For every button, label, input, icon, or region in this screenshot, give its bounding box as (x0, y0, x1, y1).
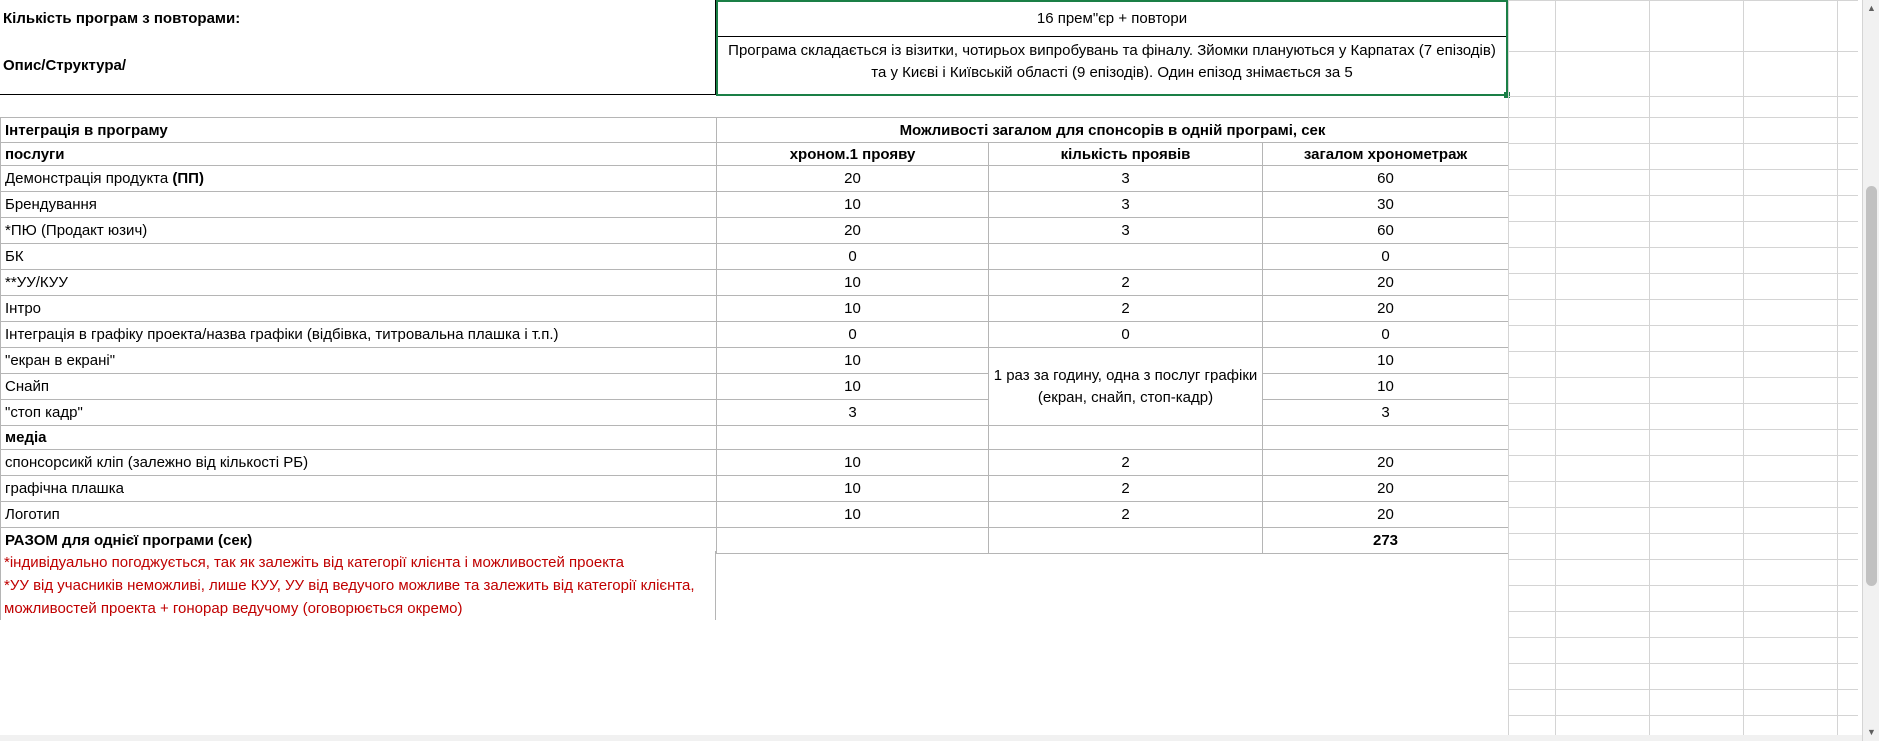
cell-service-name[interactable]: БК (1, 244, 717, 270)
services-table-wrapper (0, 117, 1508, 554)
cell-service-name[interactable]: Брендування (1, 192, 717, 218)
header-integration: Інтеграція в програму (1, 118, 717, 143)
grid-row-line (1508, 559, 1858, 560)
cell-duration[interactable]: 0 (717, 322, 989, 348)
grid-row-line (1508, 481, 1858, 482)
total-row-blank-duration[interactable] (717, 528, 989, 554)
value-description-structure[interactable]: Програма складається із візитки, чотирьох випробувань та фіналу. Зйомки плануються у Карпатах (7 епізодів) та у Києві і Київській області (9 епізодів). Один епізод знімається за 5 (716, 37, 1508, 94)
grid-row-line (1508, 507, 1858, 508)
table-row[interactable] (1, 348, 1509, 374)
table-row[interactable] (1, 218, 1509, 244)
grid-row-line (1508, 247, 1858, 248)
grid-row-line (1508, 117, 1858, 118)
grid-row-line (1508, 429, 1858, 430)
cell-service-name[interactable] (1, 166, 717, 192)
cell-count[interactable]: 2 (989, 476, 1263, 502)
cell-service-name[interactable]: Інтро (1, 296, 717, 322)
table-row[interactable] (1, 476, 1509, 502)
band-cell-count (989, 426, 1263, 450)
cell-duration[interactable]: 0 (717, 244, 989, 270)
scroll-up-icon[interactable]: ▲ (1867, 3, 1876, 13)
cell-service-name[interactable]: спонсорсикй кліп (залежно від кількості РБ) (1, 450, 717, 476)
grid-row-line (1508, 273, 1858, 274)
table-row[interactable] (1, 450, 1509, 476)
cell-count[interactable]: 3 (989, 192, 1263, 218)
cell-service-name[interactable]: *ПЮ (Продакт юзич) (1, 218, 717, 244)
cell-count[interactable]: 2 (989, 296, 1263, 322)
cell-merged-graphics-note[interactable]: 1 раз за годину, одна з послуг графіки (екран, снайп, стоп-кадр) (989, 348, 1263, 426)
table-row[interactable] (1, 502, 1509, 528)
cell-duration[interactable]: 10 (717, 502, 989, 528)
label-description-structure: Опис/Структура/ (0, 37, 716, 94)
grid-row-line (1508, 403, 1858, 404)
table-row[interactable] (1, 270, 1509, 296)
cell-total[interactable]: 0 (1263, 244, 1509, 270)
cell-service-name[interactable]: **УУ/КУУ (1, 270, 717, 296)
band-cell-duration (717, 426, 989, 450)
summary-block (0, 0, 1508, 95)
footnote-1[interactable]: *індивідуально погоджується, так як залежіть від категорії клієнта і можливостей проекта (4, 554, 624, 571)
grid-row-line (1508, 0, 1858, 1)
grid-column-line (1743, 0, 1744, 741)
service-name-text: Демонстрація продукта (5, 170, 173, 187)
cell-total[interactable]: 20 (1263, 476, 1509, 502)
grid-row-line (1508, 96, 1858, 97)
cell-total[interactable]: 20 (1263, 296, 1509, 322)
horizontal-scrollbar[interactable] (0, 735, 1862, 741)
cell-count[interactable] (989, 244, 1263, 270)
table-row[interactable] (1, 400, 1509, 426)
table-row[interactable] (1, 244, 1509, 270)
cell-duration[interactable]: 20 (717, 218, 989, 244)
cell-total[interactable]: 20 (1263, 502, 1509, 528)
value-program-count[interactable]: 16 прем"єр + повтори (716, 0, 1508, 36)
band-label-media: медіа (1, 426, 717, 450)
table-row[interactable] (1, 192, 1509, 218)
empty-cells-grid (1508, 0, 1858, 741)
grid-row-line (1508, 611, 1858, 612)
subheader-services: послуги (1, 143, 717, 166)
cell-total[interactable]: 0 (1263, 322, 1509, 348)
summary-row-premieres[interactable] (0, 0, 1508, 37)
header-opportunities: Можливості загалом для спонсорів в одній програмі, сек (717, 118, 1509, 143)
grid-row-line (1508, 299, 1858, 300)
cell-total[interactable]: 20 (1263, 270, 1509, 296)
grid-row-line (1508, 325, 1858, 326)
table-row[interactable] (1, 322, 1509, 348)
cell-service-name[interactable]: "стоп кадр" (1, 400, 717, 426)
value-grand-total[interactable]: 273 (1263, 528, 1509, 554)
grid-column-line (1837, 0, 1838, 741)
services-table (0, 117, 1509, 554)
cell-total[interactable]: 10 (1263, 374, 1509, 400)
table-subheader-row (1, 143, 1509, 166)
grid-row-line (1508, 533, 1858, 534)
cell-count[interactable]: 0 (989, 322, 1263, 348)
grid-row-line (1508, 689, 1858, 690)
label-program-count: Кількість програм з повторами: (0, 0, 716, 37)
grid-row-line (1508, 663, 1858, 664)
cell-count[interactable]: 2 (989, 450, 1263, 476)
cell-total[interactable]: 60 (1263, 218, 1509, 244)
cell-count[interactable]: 2 (989, 502, 1263, 528)
cell-duration[interactable]: 10 (717, 296, 989, 322)
grid-row-line (1508, 351, 1858, 352)
grid-row-line (1508, 637, 1858, 638)
summary-row-structure[interactable] (0, 37, 1508, 95)
cell-total[interactable]: 30 (1263, 192, 1509, 218)
table-total-row[interactable] (1, 528, 1509, 554)
grid-row-line (1508, 143, 1858, 144)
label-grand-total: РАЗОМ для однієї програми (сек) (1, 528, 717, 554)
cell-duration[interactable]: 3 (717, 400, 989, 426)
table-row[interactable] (1, 296, 1509, 322)
subheader-total: загалом хронометраж (1263, 143, 1509, 166)
grid-column-line (1649, 0, 1650, 741)
cell-count[interactable]: 3 (989, 166, 1263, 192)
cell-service-name[interactable]: Інтеграція в графіку проекта/назва графіки (відбівка, титровальна плашка і т.п.) (1, 322, 717, 348)
vertical-scrollbar-thumb[interactable] (1866, 186, 1877, 586)
service-name-abbr: (ПП) (172, 170, 204, 187)
cell-service-name[interactable]: Снайп (1, 374, 717, 400)
footnote-2[interactable]: *УУ від учасників неможливі, лише КУУ, УУ від ведучого можливе та залежить від категорії клієнта, можливостей проекта + гонорар ведучому (оговорюється окремо) (4, 577, 695, 617)
grid-row-line (1508, 169, 1858, 170)
section-band-media (1, 426, 1509, 450)
cell-duration[interactable]: 10 (717, 270, 989, 296)
total-row-blank-count[interactable] (989, 528, 1263, 554)
vertical-scrollbar[interactable] (1862, 0, 1879, 741)
cell-count[interactable]: 3 (989, 218, 1263, 244)
cell-duration[interactable]: 10 (717, 348, 989, 374)
table-row[interactable] (1, 374, 1509, 400)
cell-total[interactable]: 20 (1263, 450, 1509, 476)
cell-duration[interactable]: 20 (717, 166, 989, 192)
subheader-duration: хроном.1 прояву (717, 143, 989, 166)
cell-duration[interactable]: 10 (717, 374, 989, 400)
grid-row-line (1508, 455, 1858, 456)
grid-row-line (1508, 221, 1858, 222)
cell-duration[interactable]: 10 (717, 450, 989, 476)
cell-total[interactable]: 60 (1263, 166, 1509, 192)
cell-duration[interactable]: 10 (717, 476, 989, 502)
cell-total[interactable]: 3 (1263, 400, 1509, 426)
cell-count[interactable]: 2 (989, 270, 1263, 296)
grid-column-line (1508, 0, 1509, 741)
grid-column-line (1555, 0, 1556, 741)
grid-row-line (1508, 377, 1858, 378)
scroll-down-icon[interactable]: ▼ (1867, 727, 1876, 737)
subheader-count: кількість проявів (989, 143, 1263, 166)
cell-service-name[interactable]: Логотип (1, 502, 717, 528)
grid-row-line (1508, 51, 1858, 52)
cell-service-name[interactable]: "екран в екрані" (1, 348, 717, 374)
band-cell-total (1263, 426, 1509, 450)
table-row[interactable] (1, 166, 1509, 192)
cell-service-name[interactable]: графічна плашка (1, 476, 717, 502)
grid-row-line (1508, 715, 1858, 716)
cell-total[interactable]: 10 (1263, 348, 1509, 374)
footnotes-block (0, 551, 716, 620)
table-header-row (1, 118, 1509, 143)
cell-duration[interactable]: 10 (717, 192, 989, 218)
grid-row-line (1508, 195, 1858, 196)
grid-row-line (1508, 585, 1858, 586)
